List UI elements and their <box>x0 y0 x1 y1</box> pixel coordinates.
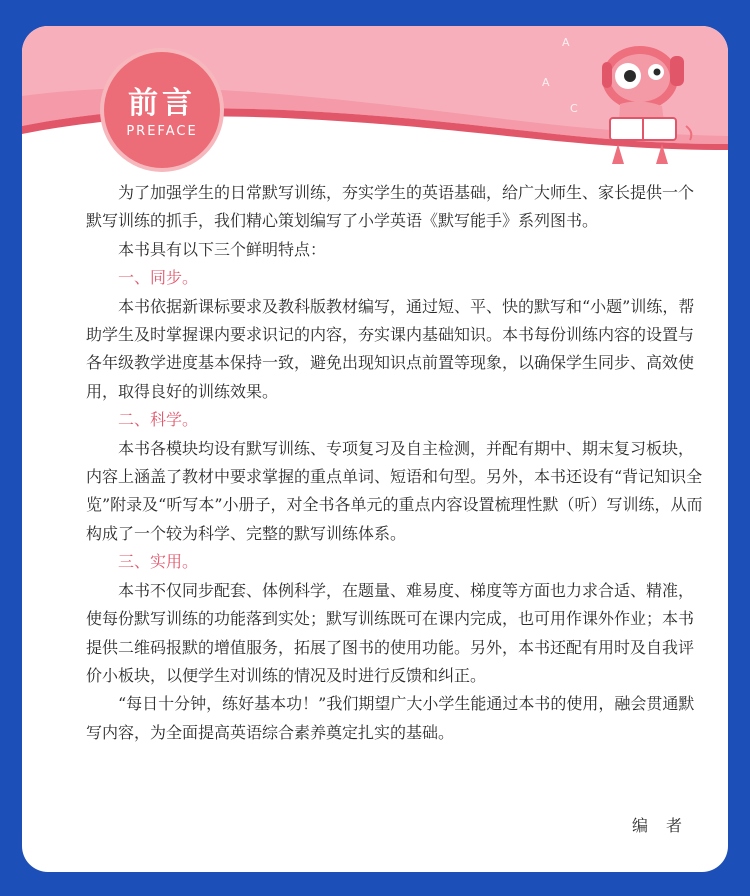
preface-page <box>22 26 728 872</box>
paragraph-features-lead: 本书具有以下三个鲜明特点： <box>118 239 327 259</box>
robot-reading-mascot-icon <box>558 26 708 176</box>
svg-text:A: A <box>562 36 570 49</box>
svg-text:C: C <box>570 102 578 115</box>
svg-text:A: A <box>542 76 550 89</box>
paragraph-sync: 本书依据新课标要求及教科版教材编写，通过短、平、快的默写和“小题”训练，帮助学生及时掌握课内要求识记的内容，夯实课内基础知识。本书每份训练内容的设置与各年级教学进度基本保持一致，避免出现知识点前置等现象，以确保学生同步、高效使用，取得良好的训练效果。 <box>86 296 695 401</box>
author-signature: 编者 <box>632 816 701 835</box>
preface-body <box>86 179 706 747</box>
page-title: 前言 <box>128 86 196 121</box>
heading-science: 二、科学。 <box>118 410 199 430</box>
paragraph-science: 本书各模块均设有默写训练、专项复习及自主检测，并配有期中、期末复习板块，内容上涵盖了教材中要求掌握的重点单词、短语和句型。另外，本书还设有“背记知识全览”附录及“听写本”小册子，对全书各单元的重点内容设置梳理性默（听）写训练，从而构成了一个较为科学、完整的默写训练体系。 <box>86 438 703 543</box>
paragraph-intro: 为了加强学生的日常默写训练，夯实学生的英语基础，给广大师生、家长提供一个默写训练的抓手，我们精心策划编写了小学英语《默写能手》系列图书。 <box>86 183 695 231</box>
preface-title-badge <box>104 52 220 168</box>
paragraph-closing: “每日十分钟，练好基本功！”我们期望广大小学生能通过本书的使用，融会贯通默写内容，为全面提高英语综合素养奠定扎实的基础。 <box>86 694 695 742</box>
page-subtitle: PREFACE <box>126 124 198 139</box>
heading-practical: 三、实用。 <box>118 552 199 572</box>
paragraph-practical: 本书不仅同步配套、体例科学，在题量、难易度、梯度等方面也力求合适、精准，使每份默写训练的功能落到实处；默写训练既可在课内完成，也可用作课外作业；本书提供二维码报默的增值服务，拓展了图书的使用功能。另外，本书还配有用时及自我评价小板块，以便学生对训练的情况及时进行反馈和纠正。 <box>86 580 695 685</box>
heading-sync: 一、同步。 <box>118 268 199 288</box>
